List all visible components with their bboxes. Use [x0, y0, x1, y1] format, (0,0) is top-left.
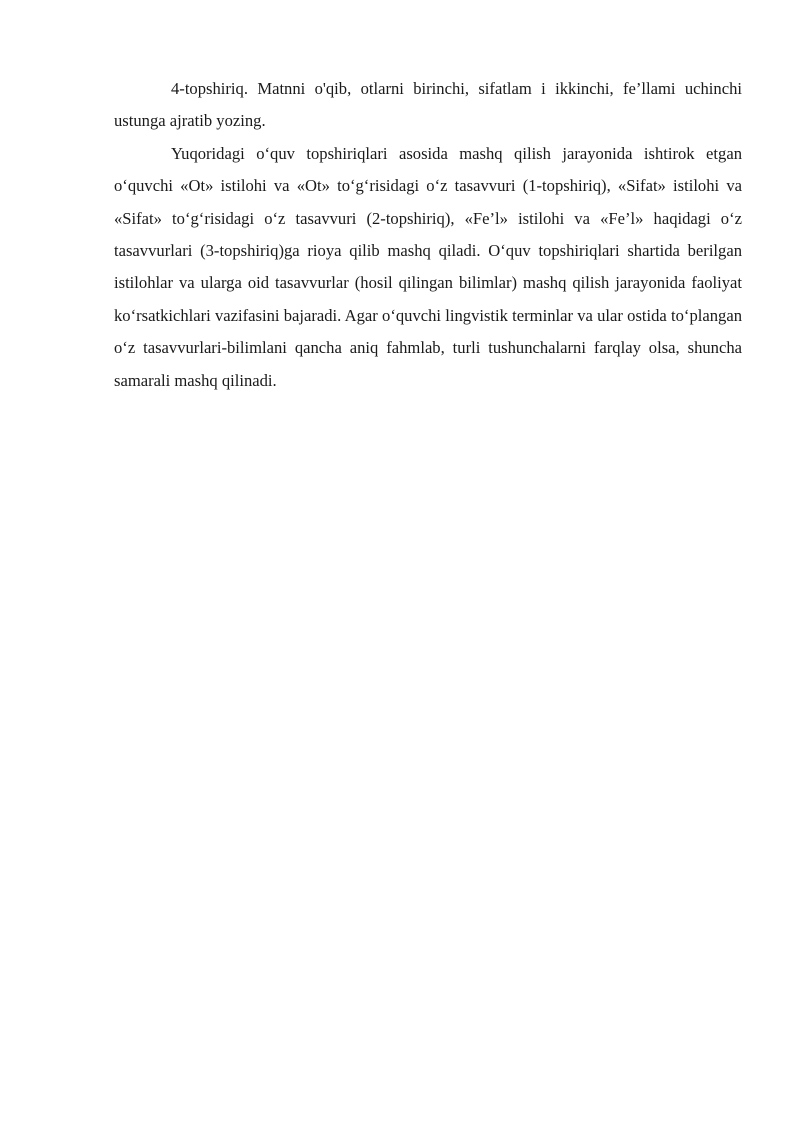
body-text — [114, 73, 742, 397]
paragraph-task-4: 4-topshiriq. Matnni o'qib, otlarni birinchi, sifatlam i ikkinchi, fe’llami uchinchi ustunga ajratib yozing. — [114, 79, 742, 131]
paragraph-explanation: Yuqoridagi o‘quv topshiriqlari asosida mashq qilish jarayonida ishtirok etgan o‘quvchi «Ot» istilohi va «Ot» to‘g‘risidagi o‘z tasavvuri (1-topshiriq), «Sifat» istilohi va «Sifat» to‘g‘risidagi o‘z tasavvuri (2-topshiriq), «Fe’l» istilohi va «Fe’l» haqidagi o‘z tasavvurlari (3-topshiriq)ga rioya qilib mashq qiladi. O‘quv topshiriqlari shartida berilgan istilohlar va ularga oid tasavvurlar (hosil qilingan bilimlar) mashq qilish jarayonida faoliyat ko‘rsatkichlari vazifasini bajaradi. Agar o‘quvchi lingvistik terminlar va ular ostida to‘plangan o‘z tasavvurlari-bilimlani qancha aniq fahmlab, turli tushunchalarni farqlay olsa, shuncha samarali mashq qilinadi. — [114, 143, 742, 390]
